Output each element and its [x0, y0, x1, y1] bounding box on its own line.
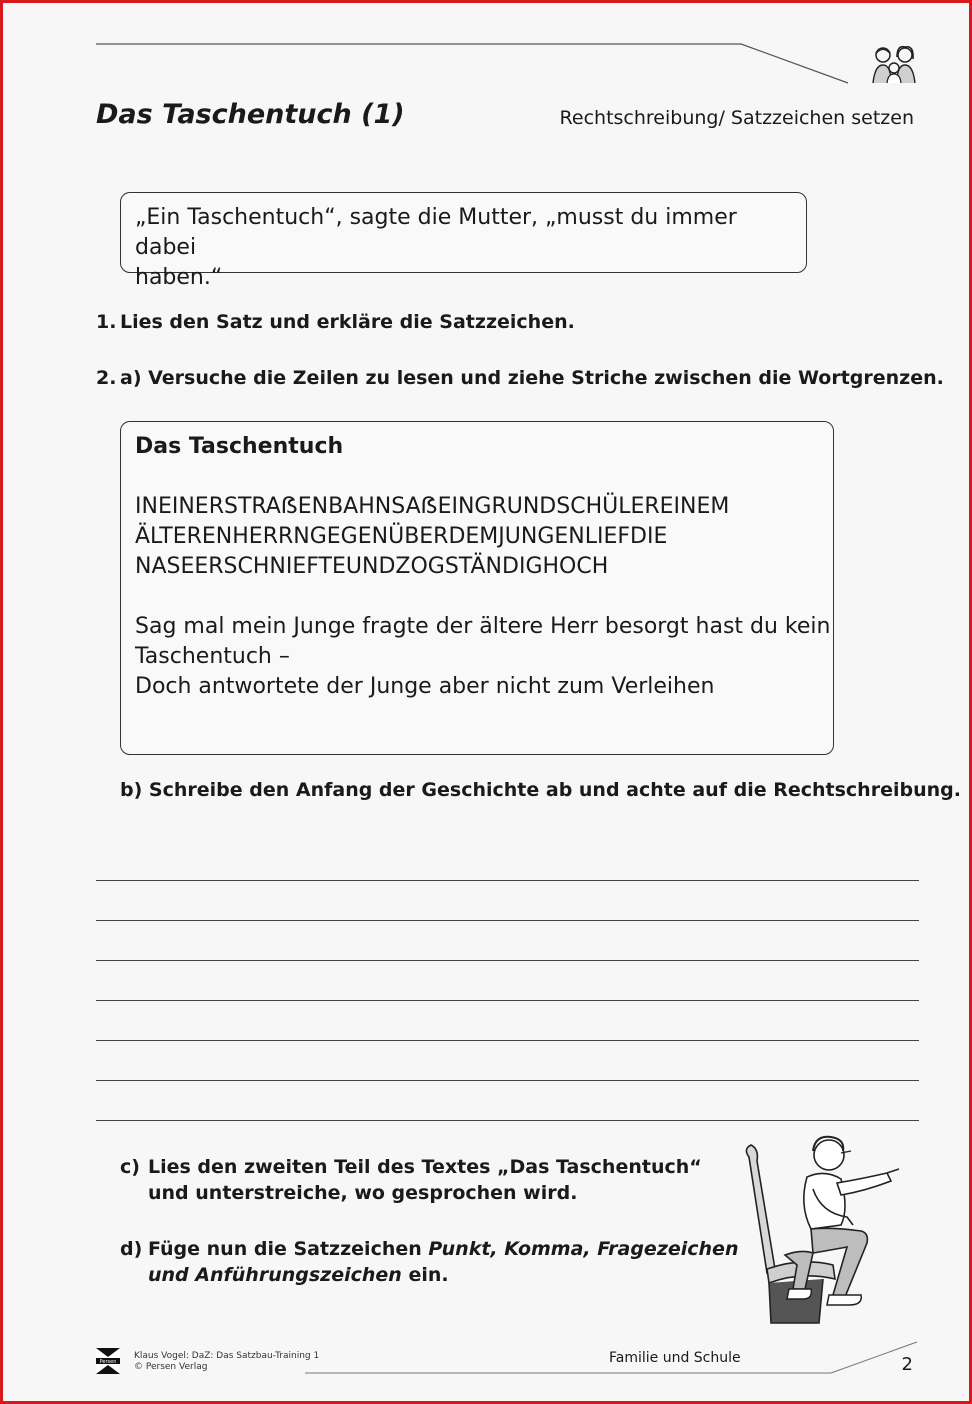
task-2-number: 2.: [96, 367, 117, 389]
footer-credit-line-1: Klaus Vogel: DaZ: Das Satzbau-Training 1: [134, 1351, 320, 1361]
task-2d-italic-1: Punkt, Komma, Fragezeichen: [428, 1238, 739, 1260]
family-icon: [867, 43, 921, 85]
task-2d-line-1: [148, 1236, 738, 1262]
story-dialog-line: Sag mal mein Junge fragte der ältere Herr besorgt hast du kein: [135, 614, 831, 639]
page-number: 2: [901, 1354, 913, 1375]
writing-line[interactable]: [96, 880, 919, 881]
task-2d-end: ein.: [408, 1264, 449, 1286]
header-decoration-line: [93, 39, 853, 87]
writing-line[interactable]: [96, 1120, 919, 1121]
story-caps-line: ÄLTERENHERRNGEGENÜBERDEMJUNGENLIEFDIE: [135, 524, 668, 549]
writing-line[interactable]: [96, 1040, 919, 1041]
writing-line[interactable]: [96, 1080, 919, 1081]
page-title: Das Taschentuch (1): [96, 99, 405, 130]
story-caps-line: INEINERSTRAẞENBAHNSAẞEINGRUNDSCHÜLEREINEM: [135, 494, 730, 519]
footer-credit: [134, 1351, 319, 1373]
task-2d-text: Füge nun die Satzzeichen: [148, 1238, 422, 1260]
story-title: Das Taschentuch: [135, 434, 344, 459]
task-2c-line-2: und unterstreiche, wo gesprochen wird.: [148, 1182, 578, 1204]
task-1-number: 1.: [96, 311, 117, 333]
story-dialog-line: Taschentuch –: [135, 644, 290, 669]
task-2d-label: d): [120, 1238, 143, 1260]
quote-box: [120, 192, 807, 290]
story-dialog-line: Doch antwortete der Junge aber nicht zum Verleihen: [135, 674, 715, 699]
writing-line[interactable]: [96, 960, 919, 961]
task-2a-text: a) Versuche die Zeilen zu lesen und ziehe Striche zwischen die Wortgrenzen.: [120, 367, 944, 389]
task-2b-text: b) Schreibe den Anfang der Geschichte ab und achte auf die Rechtschreibung.: [120, 779, 961, 801]
task-1-text: Lies den Satz und erkläre die Satzzeichen.: [120, 311, 575, 333]
story-box: [120, 421, 834, 755]
writing-line[interactable]: [96, 1000, 919, 1001]
task-2d-line-2: [148, 1262, 449, 1288]
task-2c-label: c): [120, 1156, 140, 1178]
story-caps-line: NASEERSCHNIEFTEUNDZOGSTÄNDIGHOCH: [135, 554, 609, 579]
publisher-logo: [96, 1348, 120, 1374]
task-2d-italic-2: und Anführungszeichen: [148, 1264, 402, 1286]
footer-credit-line-2: © Persen Verlag: [134, 1362, 208, 1372]
man-on-chair-illustration: [741, 1129, 903, 1329]
quote-line-2: haben.“: [135, 265, 223, 290]
quote-line-1: „Ein Taschentuch“, sagte die Mutter, „musst du immer dabei: [135, 205, 737, 260]
logo-text: Persen: [99, 1359, 117, 1365]
writing-line[interactable]: [96, 920, 919, 921]
topic-label: Rechtschreibung/ Satzzeichen setzen: [559, 107, 914, 129]
task-2c-line-1: Lies den zweiten Teil des Textes „Das Taschentuch“: [148, 1156, 702, 1178]
section-label: Familie und Schule: [609, 1350, 741, 1366]
